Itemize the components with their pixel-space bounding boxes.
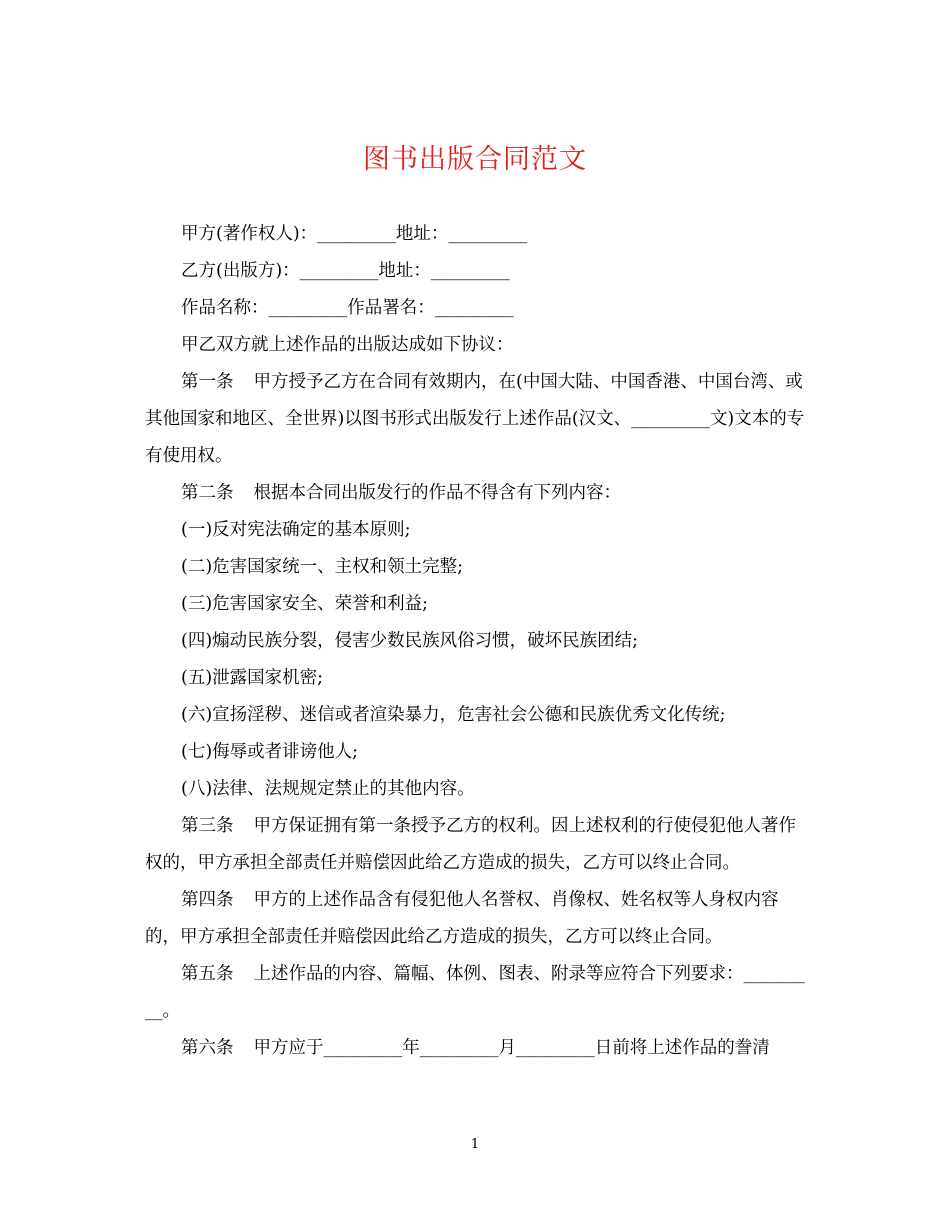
article-1 <box>145 364 811 475</box>
intro-paragraph: 甲乙双方就上述作品的出版达成如下协议： <box>181 335 514 355</box>
article-4-text: 甲方的上述作品含有侵犯他人名誉权、肖像权、姓名权等人身权内容的，甲方承担全部责任并赔偿因此给乙方造成的损失，乙方可以终止合同。 <box>145 890 779 947</box>
list-item: (一)反对宪法确定的基本原则; <box>181 520 411 540</box>
document-body <box>145 216 811 1067</box>
list-item: (三)危害国家安全、荣誉和利益; <box>181 594 429 614</box>
article-1-text: 甲方授予乙方在合同有效期内，在(中国大陆、中国香港、中国台湾、或其他国家和地区、全世界)以图书形式出版发行上述作品(汉文、_________文)文本的专有使用权。 <box>145 372 805 466</box>
list-item: (五)泄露国家机密; <box>181 668 324 688</box>
article-6-text: 甲方应于_________年_________月_________日前将上述作品的誊清 <box>253 1038 770 1058</box>
article-4-label: 第四条 <box>181 890 234 910</box>
list-item: (四)煽动民族分裂，侵害少数民族风俗习惯，破坏民族团结; <box>181 631 639 651</box>
article-2 <box>145 475 811 512</box>
article-5 <box>145 956 811 1030</box>
article-3-label: 第三条 <box>181 816 234 836</box>
article-4 <box>145 882 811 956</box>
article-5-label: 第五条 <box>181 964 234 984</box>
article-3-text: 甲方保证拥有第一条授予乙方的权利。因上述权利的行使侵犯他人著作权的，甲方承担全部责任并赔偿因此给乙方造成的损失，乙方可以终止合同。 <box>145 816 796 873</box>
article-6 <box>145 1030 811 1067</box>
page-number: 1 <box>470 1137 480 1152</box>
party-b-field: 乙方(出版方)：_________地址：_________ <box>181 261 510 281</box>
article-2-text: 根据本合同出版发行的作品不得含有下列内容： <box>253 483 621 503</box>
article-5-text: 上述作品的内容、篇幅、体例、图表、附录等应符合下列要求：_________。 <box>145 964 805 1021</box>
list-item: (八)法律、法规规定禁止的其他内容。 <box>181 779 475 799</box>
list-item: (六)宣扬淫秽、迷信或者渲染暴力，危害社会公德和民族优秀文化传统; <box>181 705 726 725</box>
list-item: (二)危害国家统一、主权和领土完整; <box>181 557 464 577</box>
article-6-label: 第六条 <box>181 1038 234 1058</box>
document-title: 图书出版合同范文 <box>363 144 587 175</box>
list-item: (七)侮辱或者诽谤他人; <box>181 742 359 762</box>
article-1-label: 第一条 <box>181 372 234 392</box>
article-3 <box>145 808 811 882</box>
work-info-field: 作品名称：_________作品署名：_________ <box>181 298 514 318</box>
article-2-label: 第二条 <box>181 483 234 503</box>
party-a-field: 甲方(著作权人)：_________地址：_________ <box>181 224 528 244</box>
